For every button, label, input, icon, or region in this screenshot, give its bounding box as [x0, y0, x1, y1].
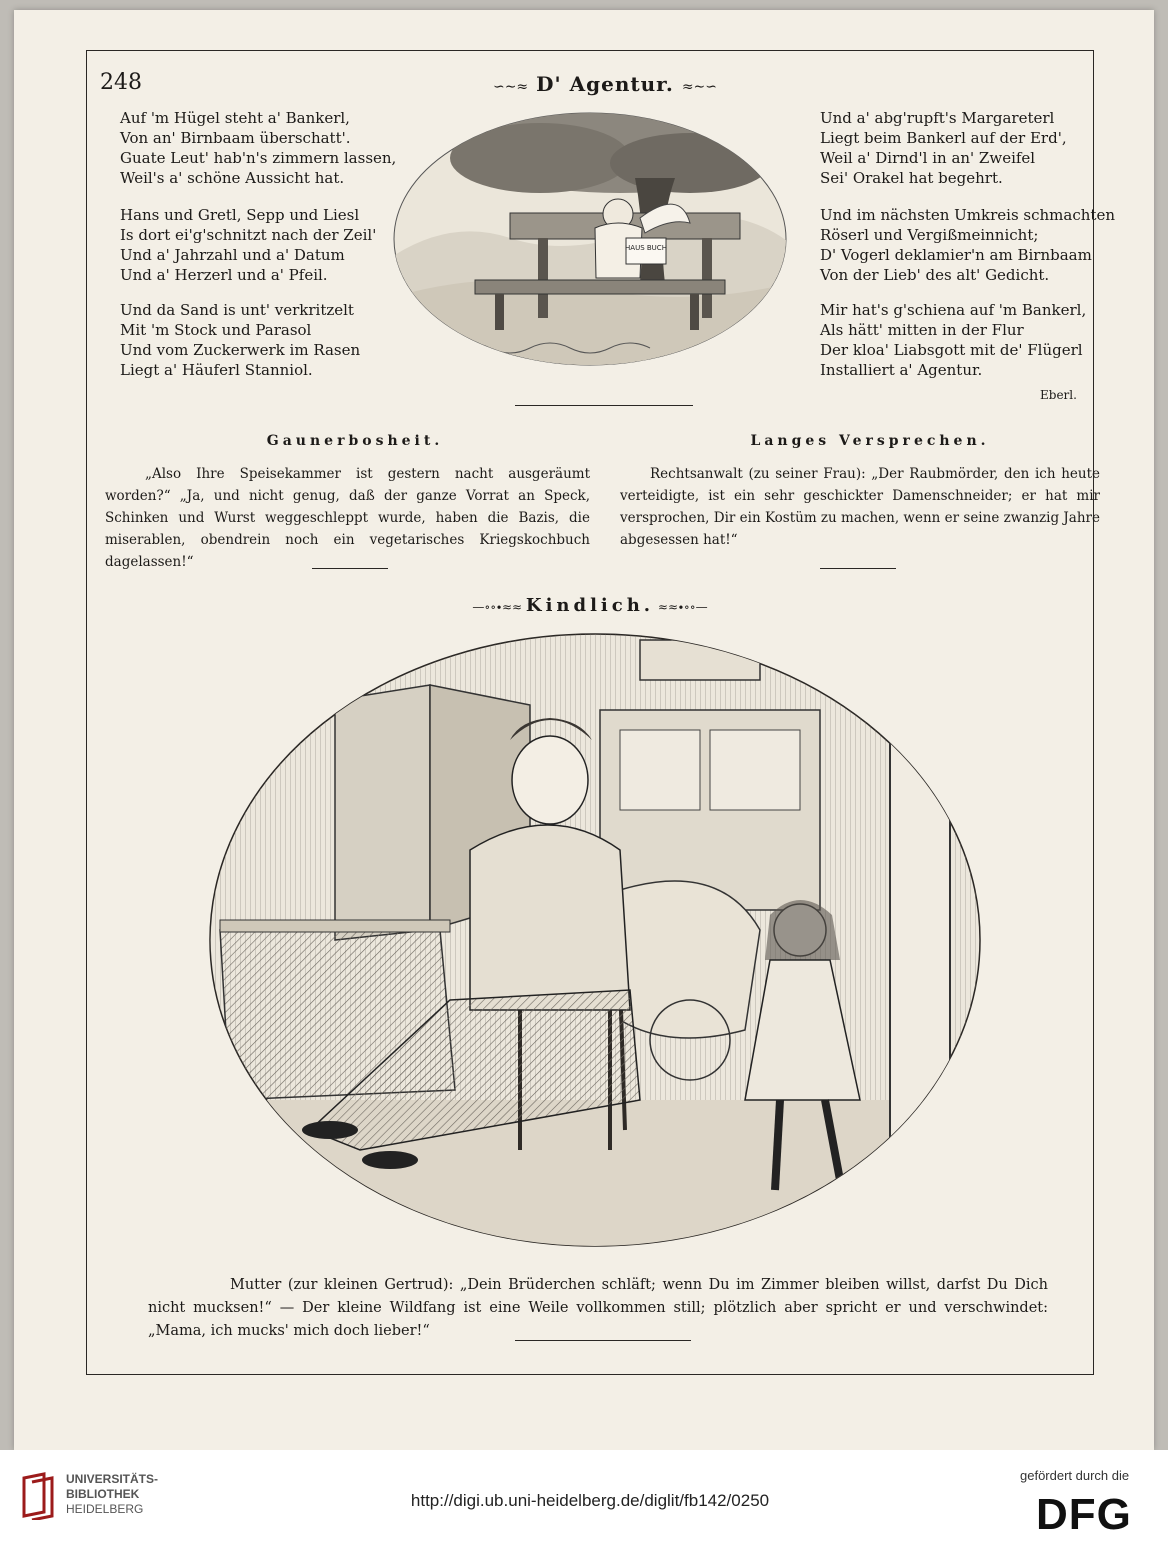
divider-rule	[312, 568, 388, 569]
poem-title-text: D' Agentur.	[536, 72, 674, 96]
poem-stanza-left-2: Hans und Gretl, Sepp und Liesl Is dort ei'g'schnitzt nach der Zeil' Und a' Jahrzahl und a' Datum Und a' Herzerl und a' Pfeil.	[120, 206, 377, 284]
poem-author: Eberl.	[1040, 388, 1077, 402]
ornament-right-icon: ≈∼∽	[681, 79, 718, 95]
ornament-left-icon: ∽∼≈	[492, 79, 529, 95]
divider-rule	[515, 405, 693, 406]
book-sign-text: HAUS BUCH	[625, 244, 667, 252]
kindlich-caption: Mutter (zur kleinen Gertrud): „Dein Brüderchen schläft; wenn Du im Zimmer bleiben willst, darfst Du Dich nicht mucksen!“ — Der kleine Wildfang ist eine Weile vollkommen still; plötzlich aber spricht er und verschwindet: „Mama, ich mucks' mich doch lieber!“	[148, 1277, 1048, 1339]
library-name: UNIVERSITÄTS- BIBLIOTHEK HEIDELBERG	[66, 1472, 159, 1516]
page-number: 248	[100, 70, 142, 95]
divider-rule	[820, 568, 896, 569]
langes-versprechen-text: Rechtsanwalt (zu seiner Frau): „Der Raubmörder, den ich heute verteidigte, ist ein sehr geschickter Damenschneider; er hat mir versprochen, Dir ein Kostüm zu machen, wenn er seine zwanzig Jahre abgesessen hat!“	[620, 466, 1100, 548]
poem-stanza-right-1: Und a' abg'rupft's Margareterl Liegt beim Bankerl auf der Erd', Weil a' Dirnd'l in an' Zweifel Sei' Orakel hat begehrt.	[820, 109, 1067, 187]
dfg-logo: DFG	[1036, 1490, 1132, 1539]
divider-rule	[515, 1340, 691, 1341]
gaunerbosheit-text: „Also Ihre Speisekammer ist gestern nacht ausgeräumt worden?“ „Ja, und nicht genug, daß der ganze Vorrat an Speck, Schinken und Wurst weggeschleppt wurde, haben die Bazis, die miserablen, obendrein noch ein vegetarisches Kriegskochbuch dagelassen!“	[105, 466, 590, 570]
poem-title	[470, 72, 740, 96]
kindlich-title-text: Kindlich.	[525, 595, 655, 616]
poem-stanza-left-3: Und da Sand is unt' verkritzelt Mit 'm Stock und Parasol Und vom Zuckerwerk im Rasen Liegt a' Häuferl Stanniol.	[120, 301, 361, 379]
source-url-link[interactable]: http://digi.ub.uni-heidelberg.de/diglit/fb142/0250	[410, 1491, 770, 1510]
poem-stanza-right-2: Und im nächsten Umkreis schmachten Röserl und Vergißmeinnicht; D' Vogerl deklamier'n am Birnbaam Von der Lieb' des alt' Gedicht.	[820, 206, 1115, 284]
mother-child-illustration	[200, 630, 990, 1250]
ornament-right-icon: ≈≈∙∘∘—	[654, 600, 708, 614]
langes-versprechen-title: Langes Versprechen.	[750, 433, 990, 449]
funding-note: gefördert durch die	[1020, 1468, 1130, 1483]
poem-stanza-right-3: Mir hat's g'schiena auf 'm Bankerl, Als hätt' mitten in der Flur Der kloa' Liabsgott mit de' Flügerl Installiert a' Agentur.	[820, 301, 1087, 379]
digitization-footer	[0, 1450, 1168, 1550]
kindlich-title	[450, 595, 730, 616]
cupid-bench-illustration	[390, 108, 790, 370]
poem-stanza-left-1: Auf 'm Hügel steht a' Bankerl, Von an' Birnbaam überschatt'. Guate Leut' hab'n's zimmern lassen, Weil's a' schöne Aussicht hat.	[120, 109, 397, 187]
library-logo-icon	[20, 1472, 60, 1520]
ornament-left-icon: —∘∘∙≈≈	[472, 600, 526, 614]
gaunerbosheit-title: Gaunerbosheit.	[266, 433, 444, 449]
